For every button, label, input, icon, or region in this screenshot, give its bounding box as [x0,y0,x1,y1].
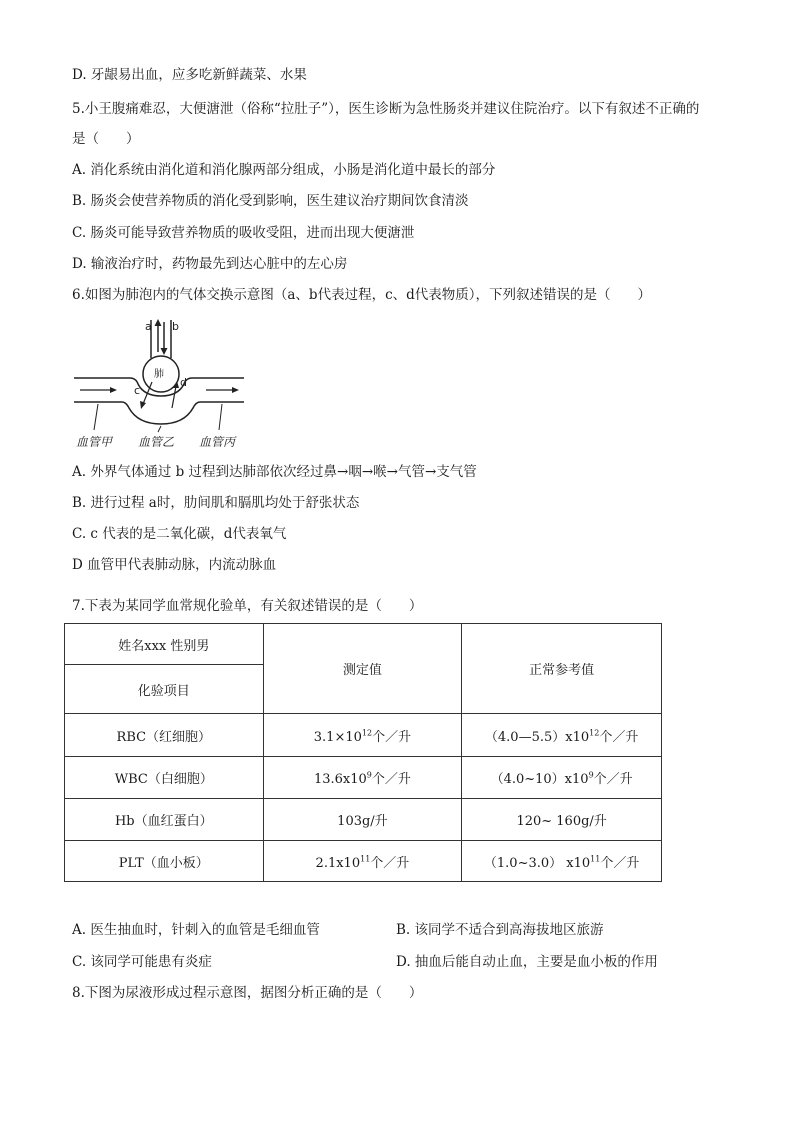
row-item: WBC（白细胞） [65,757,264,799]
table-row [65,841,662,882]
vessel-lower-wall [74,402,244,424]
pointer-vessel-2 [158,426,161,432]
q5-option-c: C. 肠炎可能导致营养物质的吸收受阻，进而出现大便溏泄 [72,225,415,241]
q6-option-d: D 血管甲代表肺动脉，内流动脉血 [72,557,277,573]
q6-option-a: A. 外界气体通过 b 过程到达肺部依次经过鼻→咽→喉→气管→支气管 [72,464,477,480]
q4-option-d: D. 牙龈易出血，应多吃新鲜蔬菜、水果 [72,67,307,83]
table-row [65,714,662,757]
header-item: 化验项目 [65,665,264,714]
row-reference: （1.0~3.0） $x10^{11}$个／升 [462,841,662,882]
row-reference: 120~ 160g/升 [462,799,662,841]
flow-arrow-left-head [110,387,117,393]
row-measured: $3.1\times 10^{12}$个／升 [263,714,462,757]
label-c: c [134,384,141,397]
header-measured: 测定值 [263,624,462,714]
row-item: PLT（血小板） [65,841,264,882]
label-a: a [145,320,152,333]
flow-arrow-right-head [232,387,239,393]
q5-stem-line2: 是（ ） [72,131,140,147]
q6-stem: 6.如图为肺泡内的气体交换示意图（a、b代表过程，c、d代表物质），下列叙述错误的是（ ） [72,287,652,303]
row-measured: 103g/升 [263,799,462,841]
label-alveolus: 肺 [154,369,164,380]
q7-option-c: C. 该同学可能患有炎症 [72,954,212,970]
q5-option-d: D. 输液治疗时，药物最先到达心脏中的左心房 [72,256,348,272]
header-reference: 正常参考值 [462,624,662,714]
label-vessel-2: 血管乙 [138,435,175,449]
label-b: b [172,320,179,333]
row-reference: $(4.0—5.5)x10^{12}$个／升 [462,714,662,757]
q7-option-d: D. 抽血后能自动止血，主要是血小板的作用 [396,954,658,970]
q6-option-c: C. c 代表的是二氧化碳，d代表氧气 [72,526,287,542]
table-row [65,799,662,841]
arrow-d [172,386,176,408]
q7-stem: 7.下表为某同学血常规化验单，有关叙述错误的是（ ） [72,598,423,614]
row-reference: $(4.0\sim 10)x10^9$个／升 [462,757,662,799]
pointer-vessel-1 [94,404,98,430]
q6-option-b: B. 进行过程 a时，肋间肌和膈肌均处于舒张状态 [72,495,360,511]
arrow-b-head [161,348,168,355]
label-d: d [180,376,187,389]
q5-option-a: A. 消化系统由消化道和消化腺两部分组成，小肠是消化道中最长的部分 [72,162,496,178]
vessel-upper-wall [74,378,244,396]
label-vessel-1: 血管甲 [76,435,113,449]
q7-option-a: A. 医生抽血时，针刺入的血管是毛细血管 [72,922,320,938]
row-measured: $2.1x10^{11}$个／升 [263,841,462,882]
arrow-a-head [155,319,162,326]
diagram-svg [72,316,250,456]
alveolus-gas-exchange-diagram [72,316,250,456]
row-item: Hb（血红蛋白） [65,799,264,841]
q5-stem-line1: 5.小王腹痛难忍，大便溏泄（俗称“拉肚子”），医生诊断为急性肠炎并建议住院治疗。以下有叙述不正确的 [72,101,700,117]
table-row [65,757,662,799]
arrow-d-head [173,381,179,388]
row-item: RBC（红细胞） [65,714,264,757]
arrow-c-head [140,401,146,409]
label-vessel-3: 血管丙 [199,435,236,449]
pointer-vessel-3 [219,404,222,430]
header-name-gender: 姓名xxx 性别男 [65,624,264,665]
blood-test-table [64,623,662,882]
q7-option-b: B. 该同学不适合到高海拔地区旅游 [396,922,604,938]
row-measured: $13.6x10^9$个／升 [263,757,462,799]
q8-stem: 8.下图为尿液形成过程示意图，据图分析正确的是（ ） [72,985,423,1001]
q5-option-b: B. 肠炎会使营养物质的消化受到影响，医生建议治疗期间饮食清淡 [72,193,469,209]
